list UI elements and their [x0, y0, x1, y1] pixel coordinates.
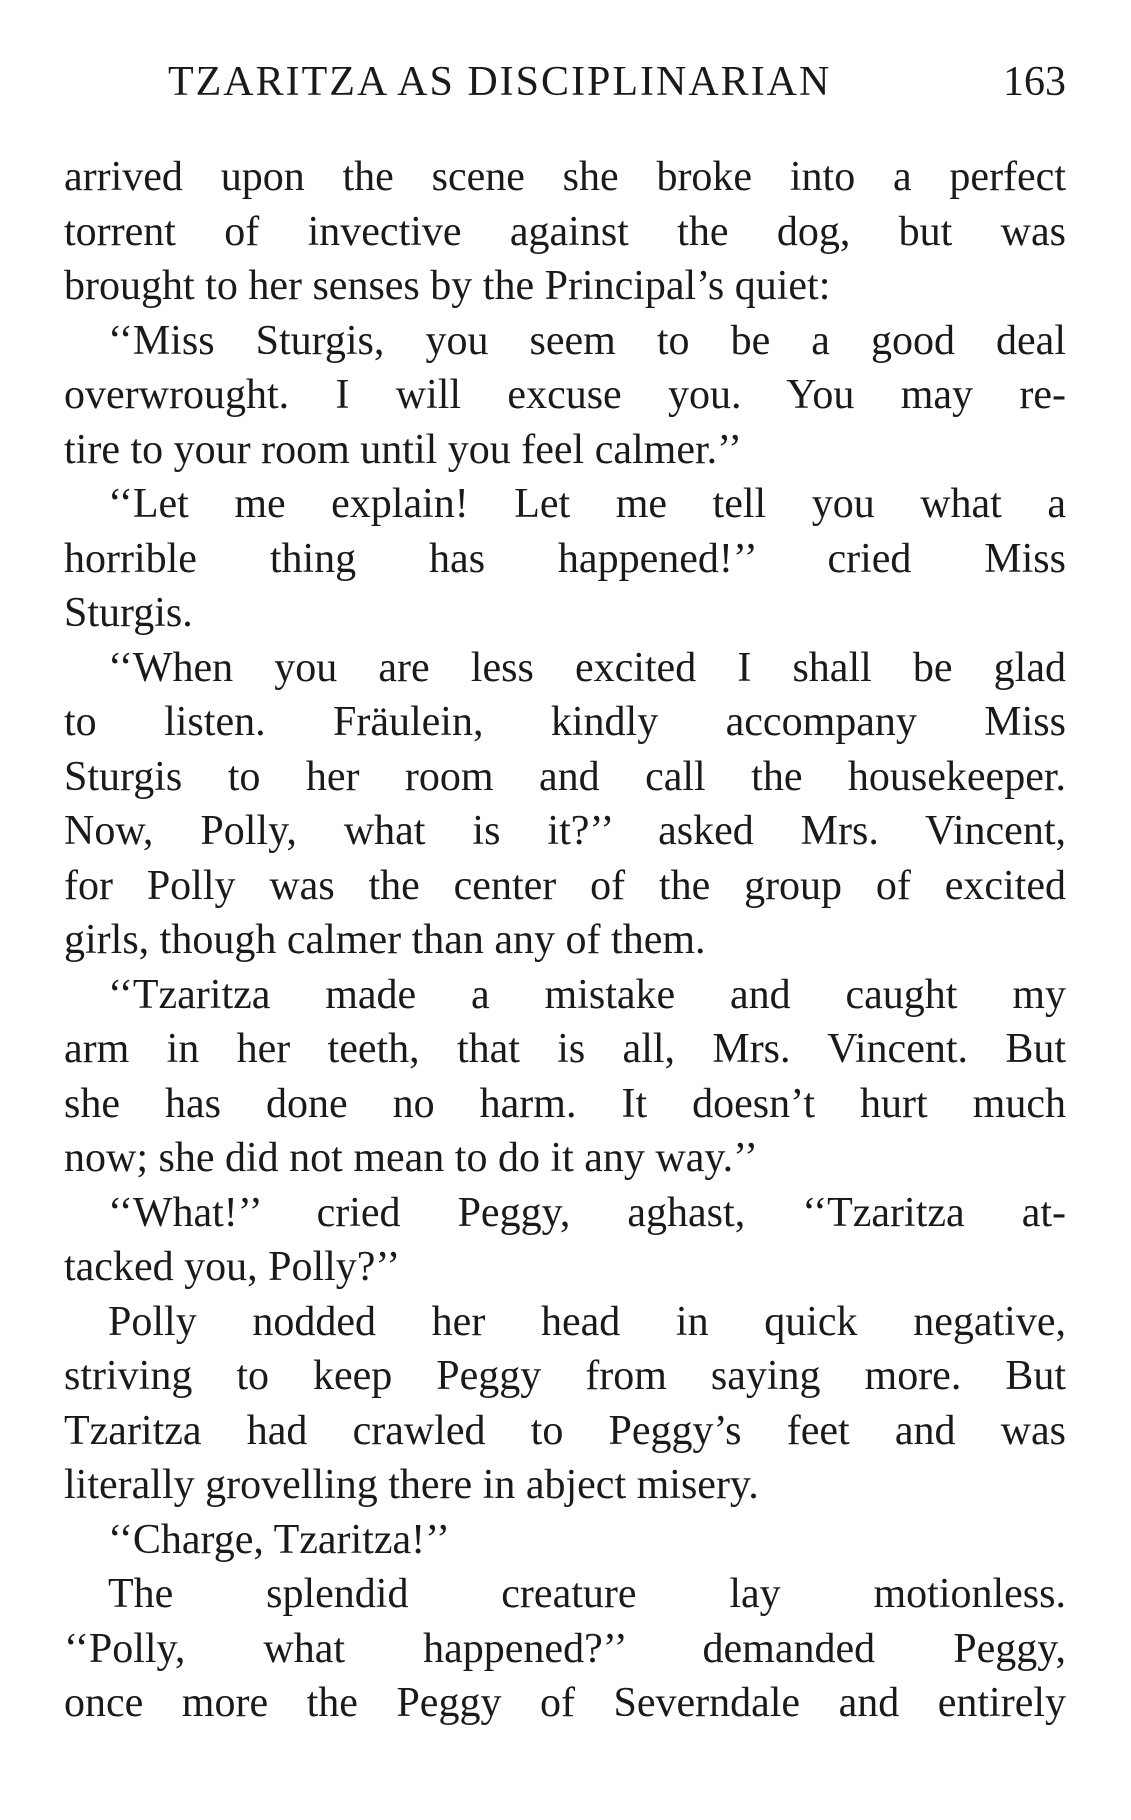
body-text — [64, 150, 1066, 1731]
text-line: torrent of invective against the dog, but was — [64, 208, 1066, 255]
text-line: Sturgis to her room and call the housekeeper. — [64, 753, 1066, 800]
text-line: ‘‘Polly, what happened?’’ demanded Peggy, — [64, 1625, 1066, 1672]
page-header — [64, 54, 1066, 110]
text-line: arm in her teeth, that is all, Mrs. Vincent. But — [64, 1026, 1066, 1072]
text-line: now; she did not mean to do it any way.’’ — [64, 1135, 759, 1181]
text-line: once more the Peggy of Severndale and entirely — [64, 1680, 1066, 1726]
text-line: horrible thing has happened!’’ cried Miss — [64, 535, 1066, 582]
text-line: to listen. Fräulein, kindly accompany Miss — [64, 699, 1066, 745]
page-number: 163 — [1003, 59, 1066, 105]
text-line: ‘‘When you are less excited I shall be glad — [108, 644, 1066, 691]
text-line: arrived upon the scene she broke into a perfect — [64, 154, 1066, 200]
running-title: TZARITZA AS DISCIPLINARIAN — [168, 59, 832, 105]
text-line: ‘‘Tzaritza made a mistake and caught my — [108, 971, 1066, 1018]
text-line: Now, Polly, what is it?’’ asked Mrs. Vincent, — [64, 808, 1066, 854]
text-line: she has done no harm. It doesn’t hurt much — [64, 1080, 1066, 1127]
text-line: literally grovelling there in abject misery. — [64, 1462, 759, 1508]
text-line: Tzaritza had crawled to Peggy’s feet and was — [64, 1407, 1066, 1454]
text-line: tacked you, Polly?’’ — [64, 1244, 401, 1290]
text-line: Sturgis. — [64, 590, 193, 636]
text-line: The splendid creature lay motionless. — [108, 1571, 1066, 1617]
text-line: Polly nodded her head in quick negative, — [108, 1298, 1066, 1345]
text-line: ‘‘Let me explain! Let me tell you what a — [108, 481, 1066, 527]
text-line: ‘‘Miss Sturgis, you seem to be a good deal — [108, 317, 1066, 364]
text-line: overwrought. I will excuse you. You may re- — [64, 372, 1066, 418]
text-line: ‘‘What!’’ cried Peggy, aghast, ‘‘Tzaritza at- — [108, 1189, 1066, 1236]
text-line: tire to your room until you feel calmer.’’ — [64, 426, 743, 473]
text-line: brought to her senses by the Principal’s quiet: — [64, 263, 831, 309]
text-line: for Polly was the center of the group of excited — [64, 862, 1066, 909]
text-line: girls, though calmer than any of them. — [64, 917, 706, 963]
text-line: striving to keep Peggy from saying more. But — [64, 1353, 1066, 1399]
text-line: ‘‘Charge, Tzaritza!’’ — [108, 1516, 451, 1563]
